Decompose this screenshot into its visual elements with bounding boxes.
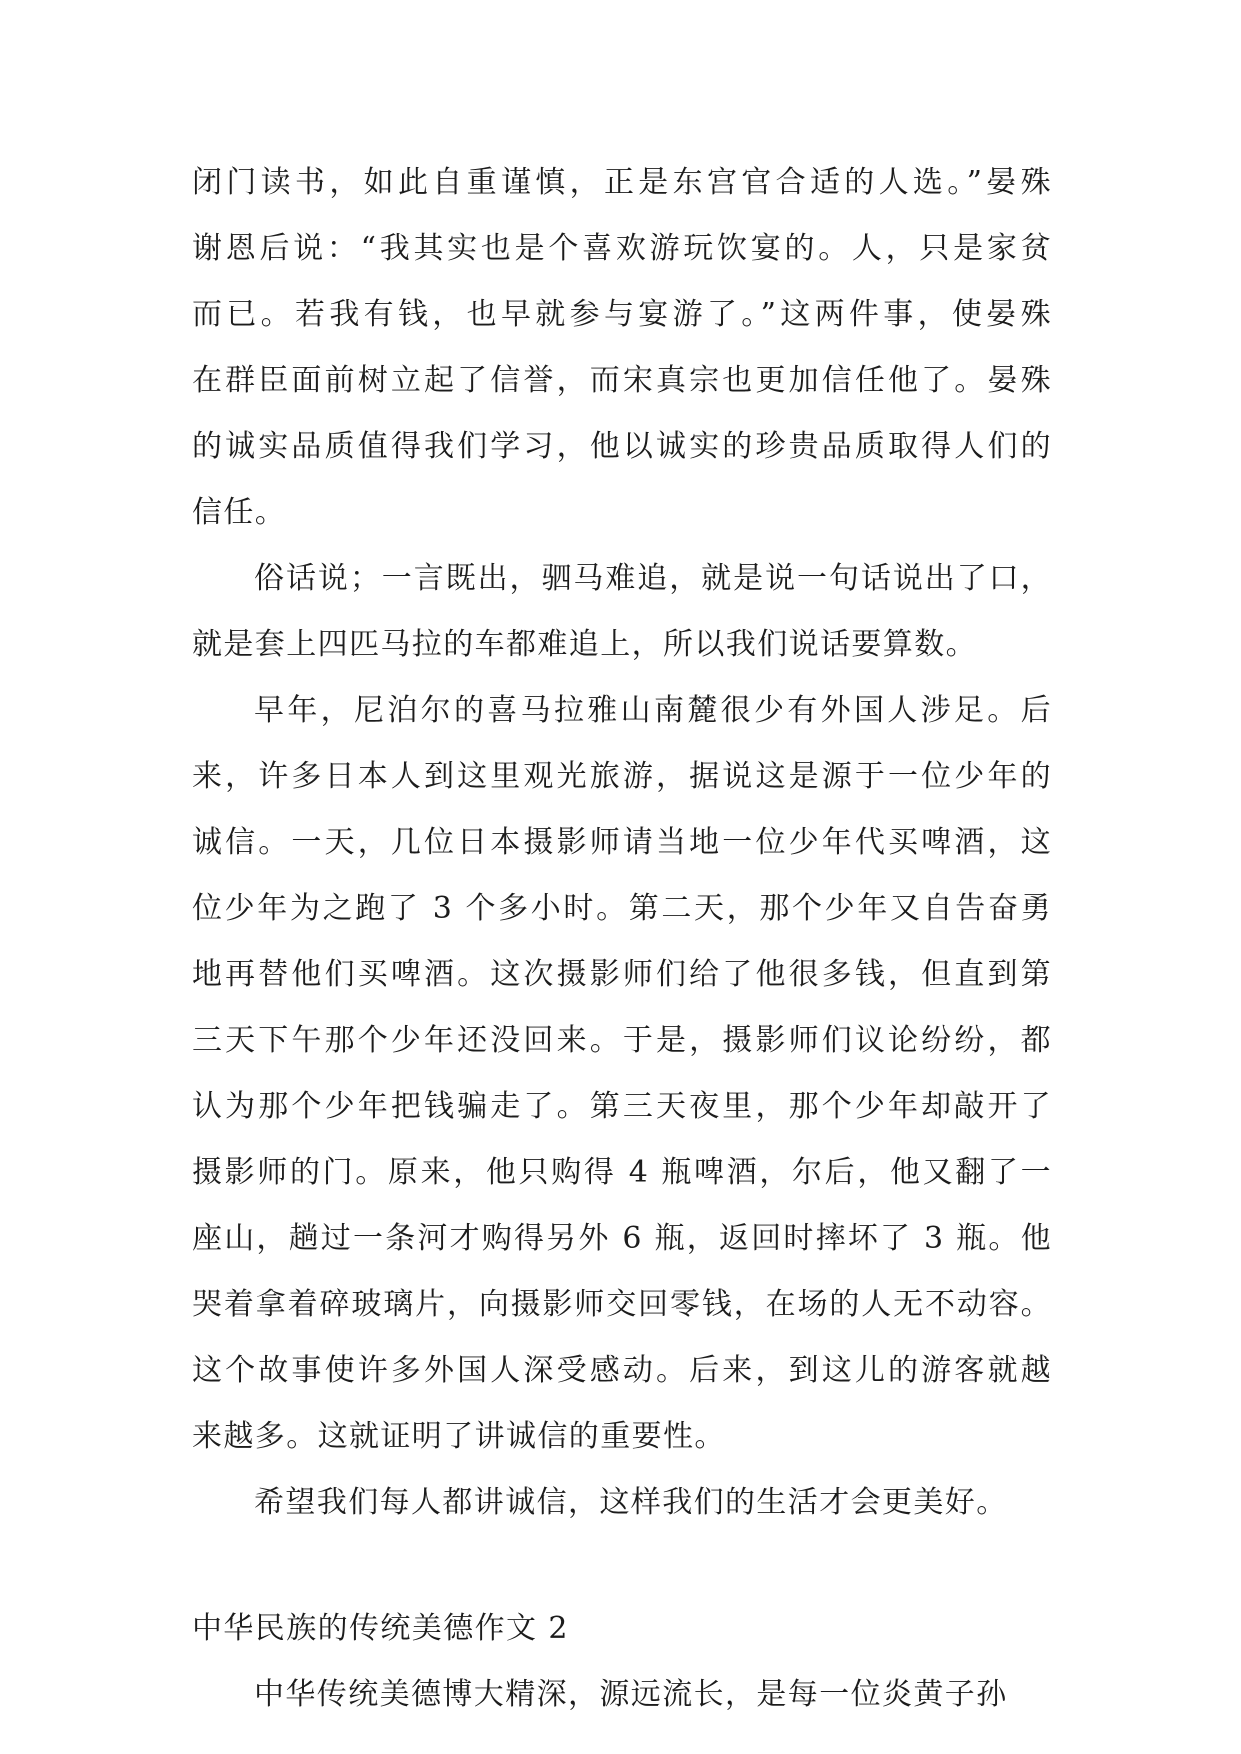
text-line: 信任。 (192, 495, 287, 530)
text-line: 就是套上四匹马拉的车都难追上，所以我们说话要算数。 (192, 627, 977, 662)
paragraph-3 (192, 678, 1052, 1470)
text-line: 这个故事使许多外国人深受感动。后来，到这儿的游客就越 (192, 1353, 1052, 1388)
text-line: 诚信。一天，几位日本摄影师请当地一位少年代买啤酒，这 (192, 825, 1052, 860)
text-line: 中华传统美德博大精深，源远流长，是每一位炎黄子孙 (254, 1677, 1008, 1712)
paragraph-1 (192, 150, 1052, 546)
paragraph-2 (192, 546, 1052, 678)
text-line: 来，许多日本人到这里观光旅游，据说这是源于一位少年的 (192, 759, 1052, 794)
text-line: 俗话说；一言既出，驷马难追，就是说一句话说出了口， (254, 561, 1052, 596)
text-line: 闭门读书，如此自重谨慎，正是东宫官合适的人选。”晏殊 (192, 165, 1052, 200)
document-body (192, 150, 1052, 1728)
text-line: 摄影师的门。原来，他只购得 4 瓶啤酒，尔后，他又翻了一 (192, 1155, 1052, 1190)
text-line: 来越多。这就证明了讲诚信的重要性。 (192, 1419, 726, 1454)
paragraph-4 (192, 1470, 1052, 1536)
text-line: 座山，趟过一条河才购得另外 6 瓶，返回时摔坏了 3 瓶。他 (192, 1221, 1052, 1256)
text-line: 谢恩后说：“我其实也是个喜欢游玩饮宴的。人，只是家贫 (192, 231, 1052, 266)
text-line: 的诚实品质值得我们学习，他以诚实的珍贵品质取得人们的 (192, 429, 1052, 464)
text-line: 三天下午那个少年还没回来。于是，摄影师们议论纷纷，都 (192, 1023, 1052, 1058)
section-heading: 中华民族的传统美德作文 2 (192, 1611, 569, 1646)
text-line: 哭着拿着碎玻璃片，向摄影师交回零钱，在场的人无不动容。 (192, 1287, 1052, 1322)
text-line: 认为那个少年把钱骗走了。第三天夜里，那个少年却敲开了 (192, 1089, 1052, 1124)
text-line: 地再替他们买啤酒。这次摄影师们给了他很多钱，但直到第 (192, 957, 1052, 992)
text-line: 而已。若我有钱，也早就参与宴游了。”这两件事，使晏殊 (192, 297, 1052, 332)
text-line: 位少年为之跑了 3 个多小时。第二天，那个少年又自告奋勇 (192, 891, 1052, 926)
text-line: 早年，尼泊尔的喜马拉雅山南麓很少有外国人涉足。后 (254, 693, 1052, 728)
text-line: 希望我们每人都讲诚信，这样我们的生活才会更美好。 (254, 1485, 1008, 1520)
text-line: 在群臣面前树立起了信誉，而宋真宗也更加信任他了。晏殊 (192, 363, 1052, 398)
paragraph-5 (192, 1662, 1052, 1728)
